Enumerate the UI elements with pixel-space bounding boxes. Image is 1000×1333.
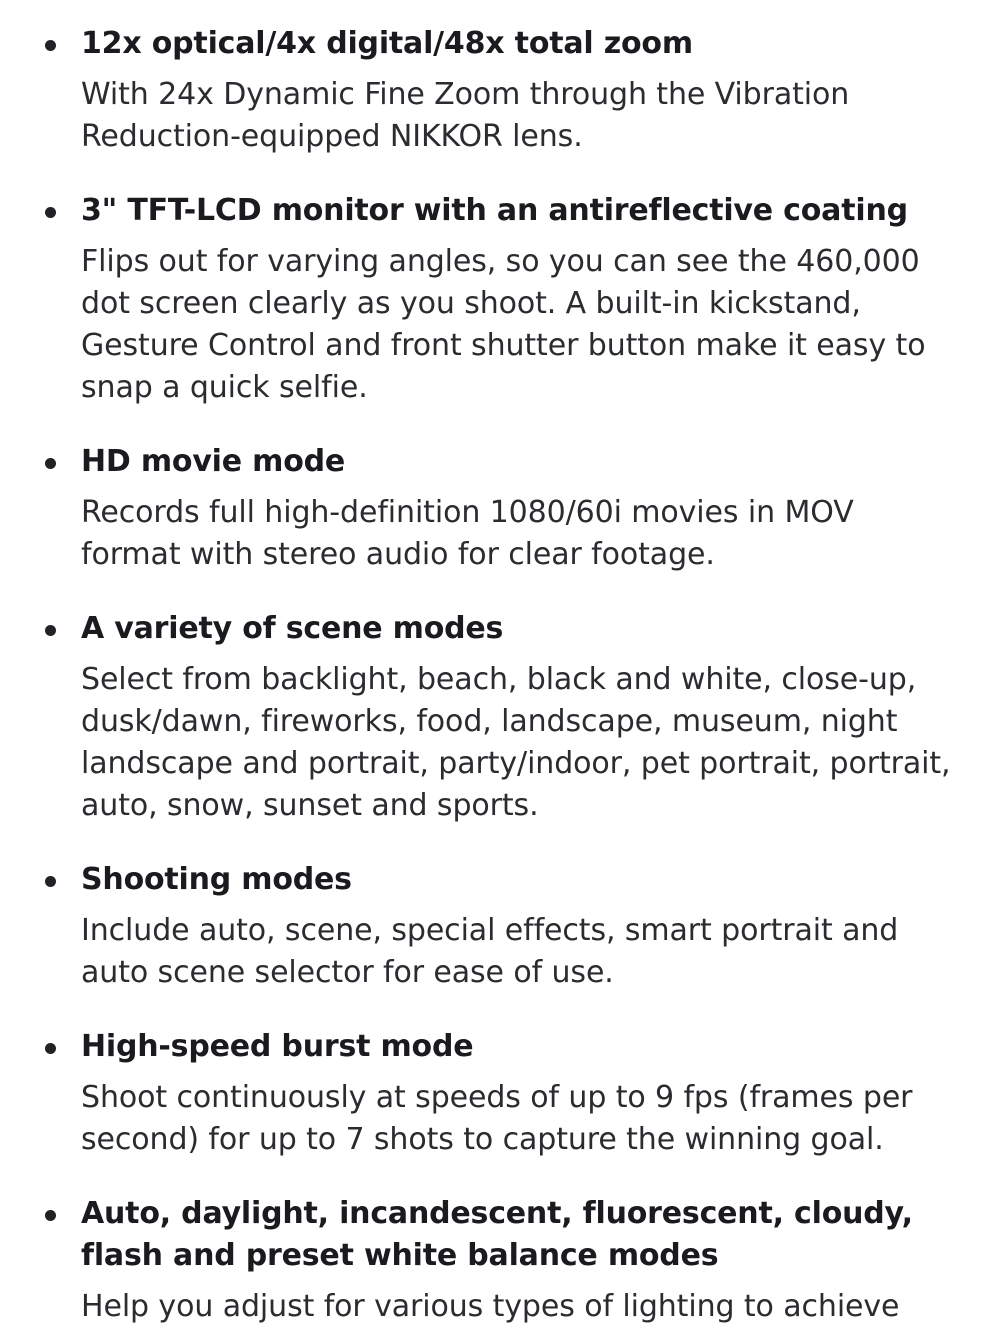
bullet-icon xyxy=(45,458,56,469)
feature-title: Auto, daylight, incandescent, fluorescent, cloudy, flash and preset white balance modes xyxy=(81,1196,913,1273)
feature-title: 12x optical/4x digital/48x total zoom xyxy=(81,26,693,61)
feature-title: High-speed burst mode xyxy=(81,1029,474,1064)
bullet-icon xyxy=(45,1043,56,1054)
feature-title: HD movie mode xyxy=(81,444,346,479)
feature-description: Records full high-definition 1080/60i movies in MOV format with stereo audio for clear footage. xyxy=(81,495,854,572)
feature-description: Flips out for varying angles, so you can see the 460,000 dot screen clearly as you shoot. A built-in kickstand, Gesture Control and front shutter button make it easy to snap a quick selfie. xyxy=(81,244,926,405)
feature-description: Include auto, scene, special effects, smart portrait and auto scene selector for ease of use. xyxy=(81,913,899,990)
bullet-icon xyxy=(45,876,56,887)
bullet-icon xyxy=(45,625,56,636)
feature-title: A variety of scene modes xyxy=(81,611,504,646)
feature-title: Shooting modes xyxy=(81,862,352,897)
feature-description: Help you adjust for various types of lighting to achieve xyxy=(81,1289,900,1324)
bullet-icon xyxy=(45,1210,56,1221)
feature-description: Select from backlight, beach, black and white, close-up, dusk/dawn, fireworks, food, landscape, museum, night landscape and portrait, party/indoor, pet portrait, portrait, auto, snow, sunset and sports. xyxy=(81,662,951,823)
feature-description: Shoot continuously at speeds of up to 9 fps (frames per second) for up to 7 shots to capture the winning goal. xyxy=(81,1080,913,1157)
feature-title: 3" TFT-LCD monitor with an antireflective coating xyxy=(81,193,908,228)
bullet-icon xyxy=(45,40,56,51)
feature-description: With 24x Dynamic Fine Zoom through the Vibration Reduction-equipped NIKKOR lens. xyxy=(81,77,850,154)
bullet-icon xyxy=(45,207,56,218)
